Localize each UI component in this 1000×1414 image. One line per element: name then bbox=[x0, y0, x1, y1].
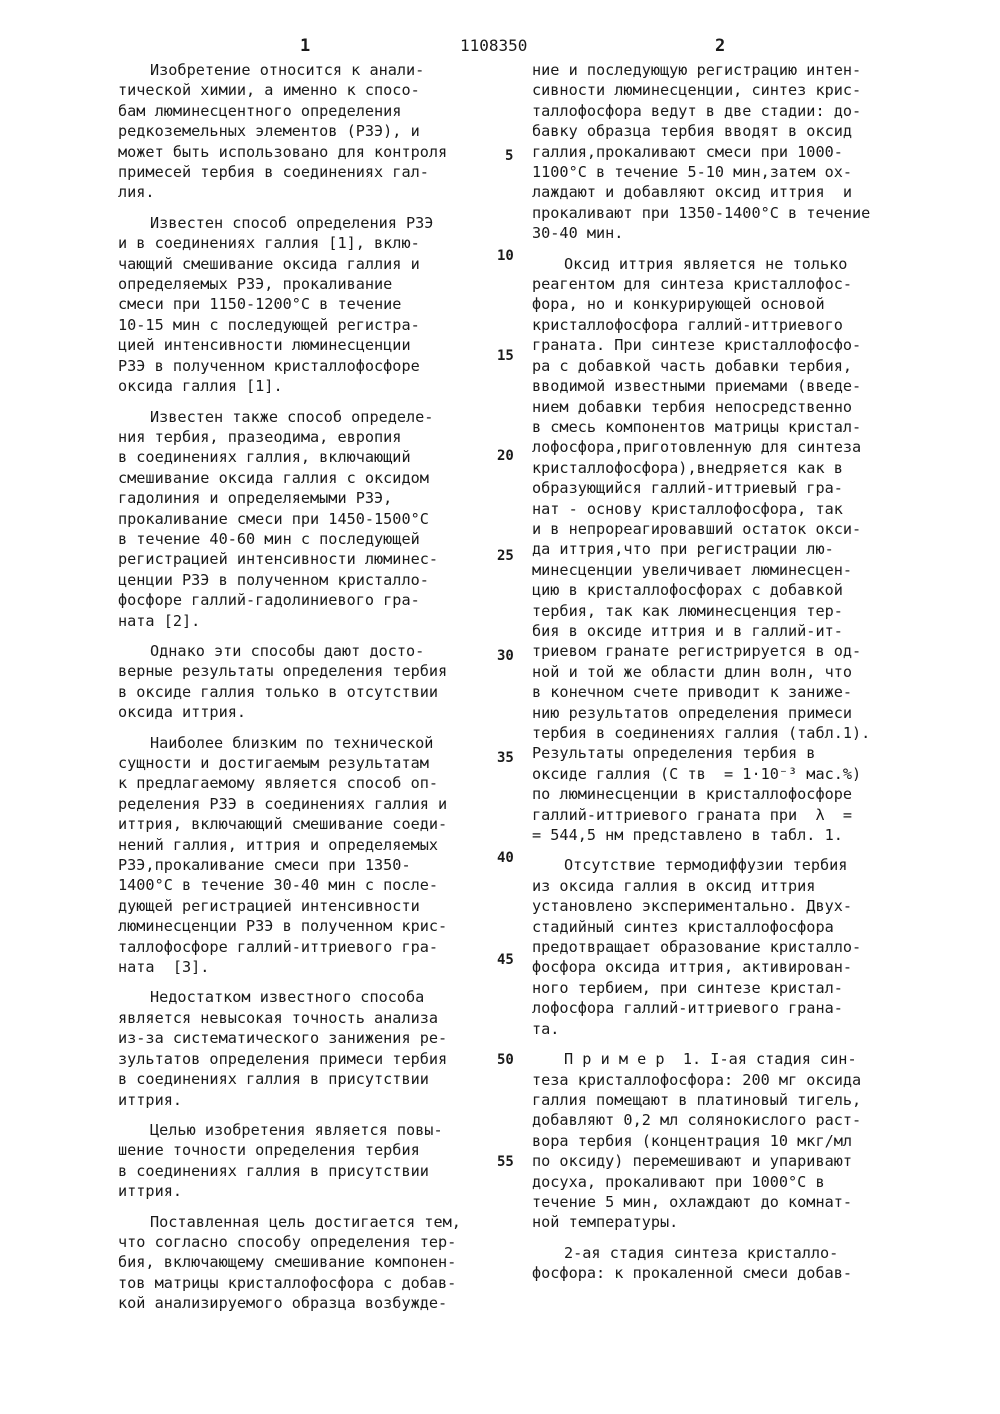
text-line: в смесь компонентов матрицы кристал- bbox=[532, 417, 862, 436]
right-page-number: 2 bbox=[715, 36, 726, 56]
text-line: к предлагаемому является способ оп- bbox=[118, 774, 439, 793]
text-line: галлия,прокаливают смеси при 1000- bbox=[532, 142, 843, 161]
text-line: бам люминесцентного определения bbox=[118, 101, 402, 120]
line-number: 55 bbox=[497, 1154, 514, 1170]
line-number: 30 bbox=[497, 648, 514, 664]
text-line: та. bbox=[532, 1019, 560, 1038]
text-line: оксиде галлия (C тв = 1·10⁻³ мас.%) bbox=[532, 764, 862, 783]
text-line: Известен способ определения РЗЭ bbox=[150, 213, 434, 232]
text-line: по люминесценции в кристаллофосфоре bbox=[532, 785, 853, 804]
text-line: Поставленная цель достигается тем, bbox=[150, 1212, 461, 1231]
text-line: цию в кристаллофосфорах с добавкой bbox=[532, 581, 843, 600]
text-line: вводимой известными приемами (введе- bbox=[532, 377, 862, 396]
text-line: что согласно способу определения тер- bbox=[118, 1232, 457, 1251]
text-line: в соединениях галлия в присутствии bbox=[118, 1070, 429, 1089]
text-line: 10-15 мин с последующей регистра- bbox=[118, 315, 420, 334]
text-line: ната [3]. bbox=[118, 958, 210, 977]
text-line: примесей тербия в соединениях гал- bbox=[118, 163, 429, 182]
text-line: оксида иттрия. bbox=[118, 703, 247, 722]
text-line: чающий смешивание оксида галлия и bbox=[118, 254, 420, 273]
text-line: триевом гранате регистрируется в од- bbox=[532, 642, 862, 661]
text-line: тической химии, а именно к спосо- bbox=[118, 81, 420, 100]
left-page-number: 1 bbox=[300, 36, 311, 56]
text-line: лия. bbox=[118, 183, 155, 202]
text-line: граната. При синтезе кристаллофосфо- bbox=[532, 336, 862, 355]
text-line: Целью изобретения является повы- bbox=[150, 1120, 443, 1139]
text-line: иттрия. bbox=[118, 1090, 183, 1109]
text-line: П р и м е р 1. I-ая стадия син- bbox=[564, 1050, 857, 1069]
text-line: РЗЭ в полученном кристаллофосфоре bbox=[118, 356, 420, 375]
text-line: теза кристаллофосфора: 200 мг оксида bbox=[532, 1070, 862, 1089]
text-line: фора, но и конкурирующей основой bbox=[532, 295, 825, 314]
text-line: определяемых РЗЭ, прокаливание bbox=[118, 275, 393, 294]
text-line: галлий-иттриевого граната при λ = bbox=[532, 805, 853, 824]
text-line: 30-40 мин. bbox=[532, 224, 624, 243]
text-line: люминесценции РЗЭ в полученном крис- bbox=[118, 917, 448, 936]
text-line: вора тербия (концентрация 10 мкг/мл bbox=[532, 1131, 853, 1150]
text-line: в соединениях галлия в присутствии bbox=[118, 1161, 429, 1180]
text-line: 1400°С в течение 30-40 мин с после- bbox=[118, 876, 439, 895]
text-line: сущности и достигаемым результатам bbox=[118, 754, 429, 772]
text-line: ния тербия, празеодима, европия bbox=[118, 427, 402, 446]
text-line: из-за систематического занижения ре- bbox=[118, 1029, 448, 1048]
text-line: ределения РЗЭ в соединениях галлия и bbox=[118, 794, 448, 813]
right-column bbox=[532, 60, 870, 1284]
text-line: фосфора оксида иттрия, активирован- bbox=[532, 958, 853, 977]
text-line: лаждают и добавляют оксид иттрия и bbox=[532, 183, 853, 202]
text-line: нием добавки тербия непосредственно bbox=[532, 397, 853, 416]
text-line: в конечном счете приводит к занижe- bbox=[532, 683, 853, 702]
text-line: стадийный синтез кристаллофосфора bbox=[532, 917, 834, 936]
text-line: 2-ая стадия синтеза кристалло- bbox=[564, 1243, 839, 1262]
text-line: в оксиде галлия только в отсутствии bbox=[118, 682, 439, 701]
text-line: иттрия. bbox=[118, 1182, 183, 1201]
text-line: ценции РЗЭ в полученном кристалло- bbox=[118, 570, 429, 589]
text-line: кой анализируемого образца возбужде- bbox=[118, 1294, 448, 1313]
text-line: ната [2]. bbox=[118, 611, 201, 630]
line-number: 20 bbox=[497, 448, 514, 464]
text-line: бия в оксиде иттрия и в галлий-ит- bbox=[532, 621, 843, 640]
text-line: предотвращает образование кристалло- bbox=[532, 938, 862, 957]
text-line: фосфоре галлий-гадолиниевого гра- bbox=[118, 591, 420, 610]
text-line: Отсутствие термодиффузии тербия bbox=[564, 856, 848, 875]
text-line: = 544,5 нм представлено в табл. 1. bbox=[532, 826, 843, 845]
text-line: реагентом для синтеза кристаллофос- bbox=[532, 275, 853, 294]
text-line: ной и той же области длин волн, что bbox=[532, 662, 853, 681]
text-line: прокаливание смеси при 1450-1500°С bbox=[118, 509, 429, 528]
line-number: 50 bbox=[497, 1052, 514, 1068]
text-line: ного тербием, при синтезе кристал- bbox=[532, 978, 843, 997]
text-line: в соединениях галлия, включающий bbox=[118, 448, 411, 467]
text-line: Изобретение относится к анали- bbox=[150, 61, 425, 79]
text-line: Известен также способ определе- bbox=[150, 407, 434, 426]
line-number: 45 bbox=[497, 952, 514, 968]
text-line: таллофосфоре галлий-иттриевого гра- bbox=[118, 937, 439, 956]
text-line: регистрацией интенсивности люминес- bbox=[118, 550, 439, 569]
line-number: 40 bbox=[497, 850, 514, 866]
text-line: таллофосфора ведут в две стадии: до- bbox=[532, 101, 862, 120]
text-line: и в соединениях галлия [1], вклю- bbox=[118, 234, 420, 253]
text-line: лофосфора,приготовленную для синтеза bbox=[532, 438, 862, 457]
text-line: смешивание оксида галлия с оксидом bbox=[118, 468, 429, 487]
text-line: фосфора: к прокаленной смеси добав- bbox=[532, 1264, 853, 1283]
text-line: дующей регистрацией интенсивности bbox=[118, 896, 420, 915]
text-line: галлия помещают в платиновый тигель, bbox=[532, 1090, 862, 1109]
text-line: установлено экспериментально. Двух- bbox=[532, 897, 853, 916]
text-line: является невысокая точность анализа bbox=[118, 1008, 439, 1027]
text-line: Однако эти способы дают досто- bbox=[150, 641, 425, 660]
text-line: добавляют 0,2 мл солянокислого раст- bbox=[532, 1111, 862, 1130]
patent-number: 1108350 bbox=[460, 36, 528, 55]
text-line: досуха, прокаливают при 1000°С в bbox=[532, 1172, 825, 1191]
text-line: Недостатком известного способа bbox=[150, 988, 425, 1007]
text-line: может быть использовано для контроля bbox=[118, 142, 448, 161]
text-line: оксида галлия [1]. bbox=[118, 377, 283, 396]
text-line: Результаты определения тербия в bbox=[532, 744, 816, 763]
text-line: по оксиду) перемешивают и упаривают bbox=[532, 1152, 853, 1171]
text-line: лофосфора галлий-иттриевого грана- bbox=[532, 999, 843, 1018]
text-line: ние и последующую регистрацию интен- bbox=[532, 61, 862, 79]
text-line: минесценции увеличивает люминесцен- bbox=[532, 560, 853, 579]
text-line: зультатов определения примеси тербия bbox=[118, 1049, 448, 1068]
text-line: тербия, так как люминесценция тер- bbox=[532, 601, 843, 620]
text-line: верные результаты определения тербия bbox=[118, 662, 448, 681]
text-line: ной температуры. bbox=[532, 1213, 679, 1232]
text-line: течение 5 мин, охлаждают до комнат- bbox=[532, 1192, 853, 1211]
text-line: сивности люминесценции, синтез крис- bbox=[532, 81, 862, 100]
text-line: бавку образца тербия вводят в оксид bbox=[532, 122, 853, 141]
text-line: и в непрореагировавший остаток окси- bbox=[532, 519, 862, 538]
left-column bbox=[118, 60, 461, 1314]
text-line: ра с добавкой часть добавки тербия, bbox=[532, 356, 853, 375]
text-line: нений галлия, иттрия и определяемых bbox=[118, 835, 439, 854]
text-line: иттрия, включающий смешивание соеди- bbox=[118, 815, 448, 834]
text-line: Оксид иттрия является не только bbox=[564, 254, 848, 273]
text-line: РЗЭ,прокаливание смеси при 1350- bbox=[118, 856, 411, 875]
text-line: кристаллофосфора),внедряется как в bbox=[532, 458, 843, 477]
text-line: 1100°С в течение 5-10 мин,затем ох- bbox=[532, 163, 853, 182]
text-line: тов матрицы кристаллофосфора с добав- bbox=[118, 1273, 457, 1292]
text-line: Наиболее близким по технической bbox=[150, 733, 434, 752]
text-line: да иттрия,что при регистрации лю- bbox=[532, 540, 834, 559]
text-line: кристаллофосфора галлий-иттриевого bbox=[532, 315, 843, 334]
text-line: образующийся галлий-иттриевый гра- bbox=[532, 479, 843, 498]
text-line: смеси при 1150-1200°С в течение bbox=[118, 295, 402, 314]
text-line: из оксида галлия в оксид иттрия bbox=[532, 876, 816, 895]
line-number: 25 bbox=[497, 548, 514, 564]
text-line: шение точности определения тербия bbox=[118, 1141, 420, 1160]
text-line: бия, включающему смешивание компонен- bbox=[118, 1253, 457, 1272]
line-number: 10 bbox=[497, 248, 514, 264]
text-line: редкоземельных элементов (РЗЭ), и bbox=[118, 122, 420, 141]
text-line: тербия в соединениях галлия (табл.1). bbox=[532, 724, 871, 742]
text-line: гадолиния и определяемыми РЗЭ, bbox=[118, 489, 393, 508]
text-line: нию результатов определения примеси bbox=[532, 703, 853, 722]
line-number: 5 bbox=[505, 148, 514, 164]
line-number: 15 bbox=[497, 348, 514, 364]
text-line: цией интенсивности люминесценции bbox=[118, 336, 411, 355]
line-number: 35 bbox=[497, 750, 514, 766]
text-line: нат - основу кристаллофосфора, так bbox=[532, 499, 843, 518]
text-line: в течение 40-60 мин с последующей bbox=[118, 529, 420, 548]
text-line: прокаливают при 1350-1400°С в течение bbox=[532, 203, 871, 222]
